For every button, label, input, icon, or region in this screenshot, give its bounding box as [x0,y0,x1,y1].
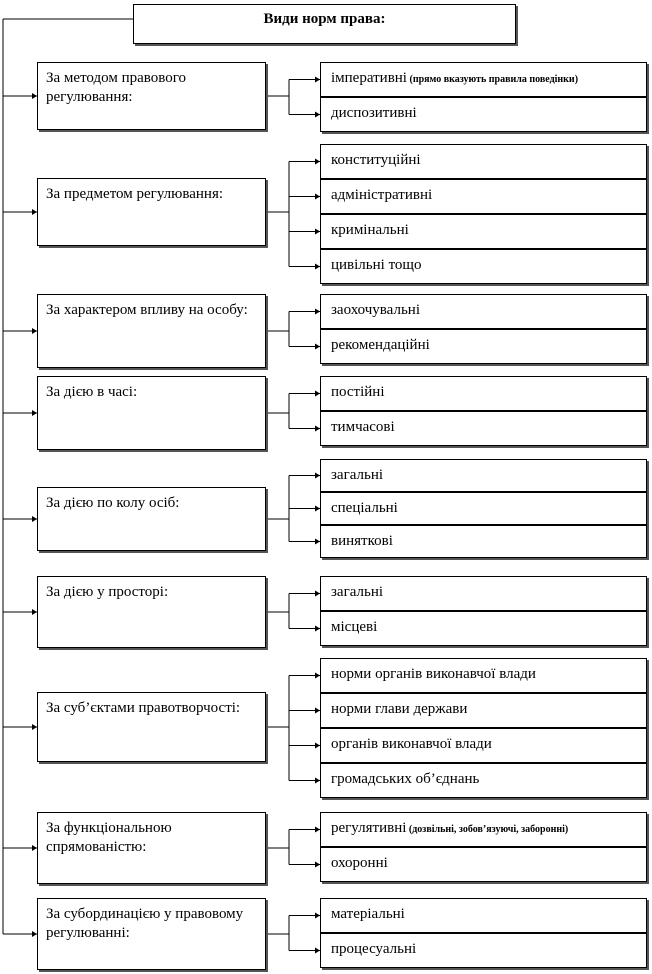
sub-item-box [320,525,647,558]
sub-item-box [320,294,647,329]
sub-item-label: тимчасові [331,419,395,435]
category-box: За дією у просторі: [37,576,266,648]
sub-item-label: цивільні тощо [331,257,422,273]
sub-item-box [320,611,647,646]
sub-item-box [320,214,647,249]
sub-item-label: імперативні [331,70,407,86]
sub-item-label: диспозитивні [331,105,417,121]
sub-item-box [320,847,647,882]
sub-item-box [320,411,647,446]
sub-item-label: органів виконавчої влади [331,736,492,752]
sub-item-box [320,933,647,968]
sub-item-label: норми органів виконавчої влади [331,666,536,682]
category-box: За суб’єктами правотворчості: [37,692,266,762]
sub-item-label: кримінальні [331,222,409,238]
sub-item-box [320,693,647,728]
sub-item-label: спеціальні [331,500,398,516]
category-box: За дією в часі: [37,376,266,450]
sub-item-label: загальні [331,467,384,483]
sub-item-label: конституційні [331,152,421,168]
sub-item-label: регулятивні [331,820,407,836]
sub-item-label: охоронні [331,855,388,871]
sub-item-label: виняткові [331,533,393,549]
sub-item-box [320,728,647,763]
category-box: За предметом регулювання: [37,178,266,246]
sub-item-box [320,376,647,411]
sub-item-box [320,576,647,611]
sub-item-box [320,179,647,214]
category-box: За методом правового регулювання: [37,62,266,130]
sub-item-label: норми глави держави [331,701,468,717]
sub-item-box [320,329,647,364]
sub-item-note: (прямо вказують правила поведінки) [406,74,579,85]
sub-item-box [320,459,647,492]
sub-item-box [320,812,647,847]
sub-item-box [320,492,647,525]
sub-item-box [320,62,647,97]
sub-item-box [320,144,647,179]
sub-item-box [320,97,647,132]
category-box: За дією по колу осіб: [37,487,266,551]
category-box: За функціональною спрямованістю: [37,812,266,884]
category-box: За характером впливу на особу: [37,294,266,368]
sub-item-note: (дозвільні, зобов’язуючі, заборонні) [406,824,569,835]
sub-item-label: процесуальні [331,941,417,957]
sub-item-label: матеріальні [331,906,405,922]
sub-item-box [320,658,647,693]
diagram-title: Види норм права: [133,4,516,44]
sub-item-label: місцеві [331,619,378,635]
sub-item-box [320,249,647,284]
sub-item-label: рекомендаційні [331,337,430,353]
sub-item-label: загальні [331,584,384,600]
sub-item-box [320,763,647,798]
sub-item-label: громадських об’єднань [331,771,480,787]
sub-item-label: постійні [331,384,385,400]
category-box: За субординацією у правовому регулюванні: [37,898,266,970]
sub-item-label: заохочувальні [331,302,420,318]
sub-item-label: адміністративні [331,187,433,203]
sub-item-box [320,898,647,933]
